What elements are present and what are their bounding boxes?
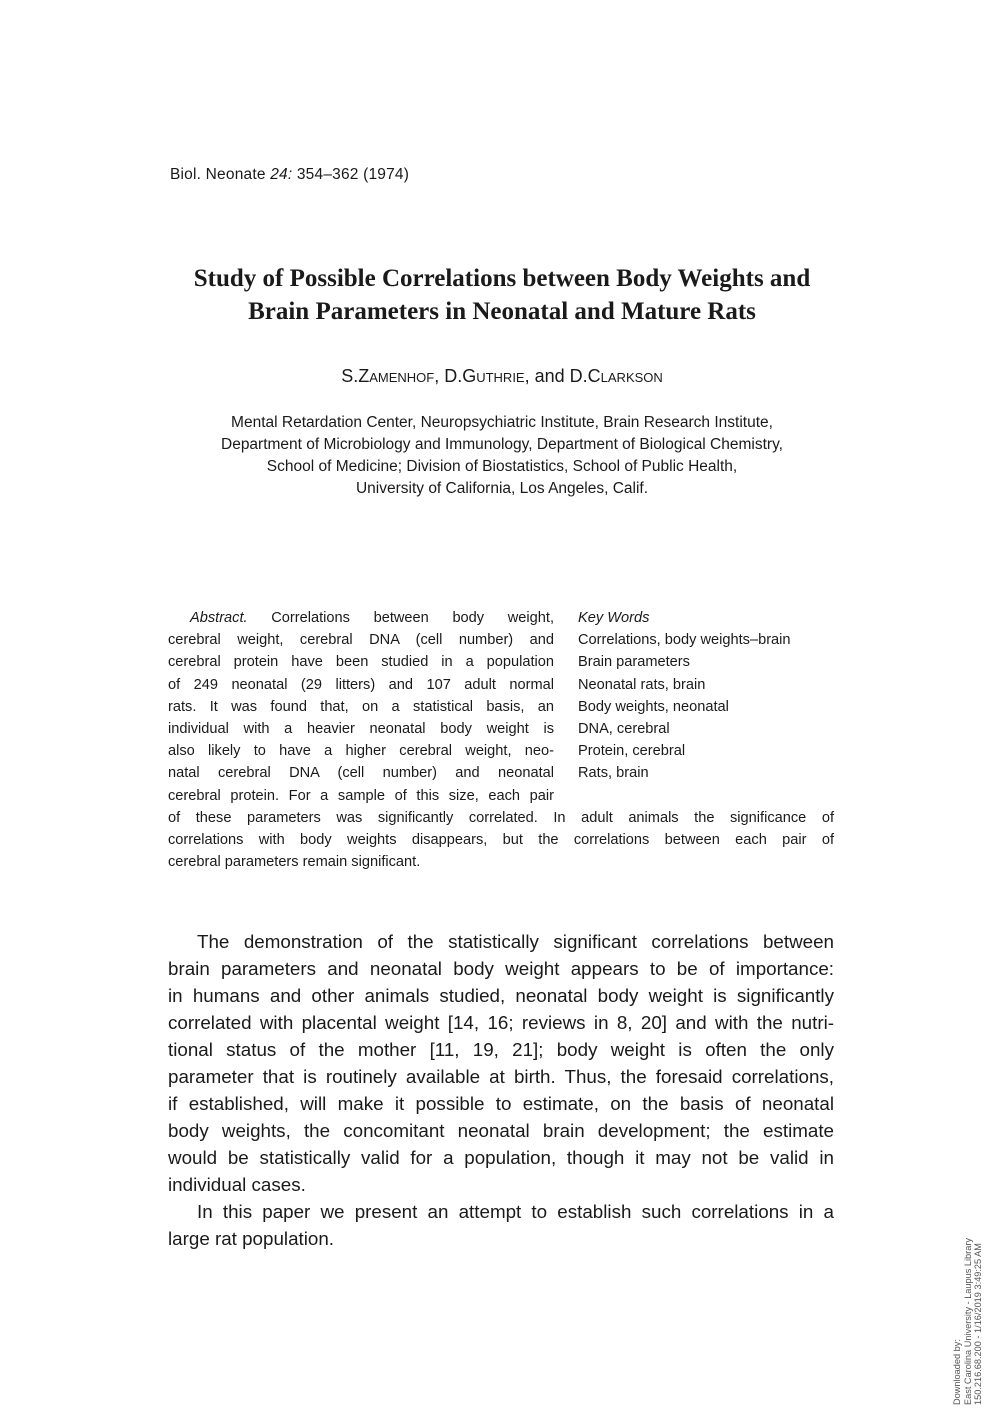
paragraph-1 — [168, 928, 834, 1198]
body-line: body weights, the concomitant neonatal brain development; the estimate — [168, 1120, 834, 1141]
author-1-surname: Zamenhof — [358, 366, 435, 386]
body-line: large rat population. — [168, 1228, 335, 1249]
affiliation-line-3: School of Medicine; Division of Biostatistics, School of Public Health, — [266, 458, 738, 475]
abstract-line: individual with a heavier neonatal body weight is — [168, 721, 554, 738]
paper-title — [150, 262, 854, 328]
author-2-surname: Guthrie — [462, 366, 525, 386]
key-words-heading: Key Words — [578, 610, 650, 626]
watermark-line-1: Downloaded by: — [952, 1339, 962, 1405]
body-line: The demonstration of the statistically significant correlations between — [197, 931, 834, 952]
body-line: in humans and other animals studied, neonatal body weight is significantly — [168, 985, 834, 1006]
abstract-line: correlations with body weights disappears, but the correlations between each pair of — [168, 832, 834, 849]
affiliation-line-1: Mental Retardation Center, Neuropsychiatric Institute, Brain Research Institute, — [231, 414, 773, 431]
affiliation-line-4: University of California, Los Angeles, Calif. — [355, 480, 649, 497]
body-line: In this paper we present an attempt to establish such correlations in a — [197, 1201, 834, 1222]
abstract-section — [168, 607, 834, 873]
journal-name: Biol. Neonate — [170, 166, 266, 183]
abstract-line: cerebral parameters remain significant. — [168, 854, 421, 871]
abstract-line: of 249 neonatal (29 litters) and 107 adult normal — [168, 676, 554, 693]
abstract-line: natal cerebral DNA (cell number) and neonatal — [168, 765, 554, 782]
journal-citation — [170, 166, 409, 184]
watermark-line-3: 150.216.68.200 - 1/16/2019 3:49:25 AM — [973, 1243, 983, 1405]
key-words — [578, 607, 834, 807]
body-line: correlated with placental weight [14, 16; reviews in 8, 20] and with the nutri- — [168, 1012, 834, 1033]
body-line: if established, will make it possible to estimate, on the basis of neonatal — [168, 1093, 834, 1114]
key-word-item: Neonatal rats, brain — [578, 676, 706, 693]
key-word-item: Body weights, neonatal — [578, 698, 729, 715]
abstract-line: cerebral weight, cerebral DNA (cell number) and — [168, 632, 554, 649]
author-separator-2: , and — [524, 366, 570, 386]
watermark-line-2: East Carolina University - Laupus Library — [962, 1238, 973, 1405]
body-line: individual cases. — [168, 1174, 306, 1195]
key-word-item: Correlations, body weights–brain — [578, 632, 791, 649]
paragraph-2 — [168, 1198, 834, 1252]
body-line: tional status of the mother [11, 19, 21]; body weight is often the only — [168, 1039, 834, 1060]
body-line: parameter that is routinely available at birth. Thus, the foresaid correlations, — [168, 1066, 834, 1087]
author-separator-1: , — [434, 366, 445, 386]
affiliation — [150, 412, 854, 500]
abstract-text — [168, 607, 554, 807]
key-word-item: DNA, cerebral — [578, 721, 670, 738]
abstract-label: Abstract. — [190, 610, 248, 626]
key-word-item: Brain parameters — [578, 654, 690, 671]
author-3-surname: Clarkson — [587, 366, 663, 386]
journal-pages-year: 354–362 (1974) — [296, 166, 410, 183]
body-text — [168, 928, 834, 1252]
abstract-line: of these parameters was significantly correlated. In adult animals the significance of — [168, 809, 834, 826]
body-line: would be statistically valid for a population, though it may not be valid in — [168, 1147, 834, 1168]
key-word-item: Rats, brain — [578, 765, 649, 782]
title-line-1: Study of Possible Correlations between Body Weights and — [193, 265, 811, 292]
key-word-item: Protein, cerebral — [578, 743, 686, 760]
abstract-line: cerebral protein. For a sample of this size, each pair — [168, 787, 554, 804]
title-line-2: Brain Parameters in Neonatal and Mature Rats — [248, 298, 756, 325]
author-2-initial: D. — [444, 366, 463, 386]
affiliation-line-2: Department of Microbiology and Immunology, Department of Biological Chemistry, — [221, 436, 783, 453]
download-watermark — [952, 1238, 984, 1405]
journal-volume: 24: — [270, 166, 293, 183]
abstract-line: cerebral protein have been studied in a population — [168, 654, 554, 671]
abstract-line: also likely to have a higher cerebral weight, neo- — [168, 743, 554, 760]
author-3-initial: D. — [569, 366, 588, 386]
author-1-initial: S. — [341, 366, 359, 386]
author-list — [150, 366, 854, 387]
body-line: brain parameters and neonatal body weight appears to be of importance: — [168, 958, 834, 979]
abstract-line: rats. It was found that, on a statistical basis, an — [168, 698, 554, 715]
abstract-line: Correlations between body weight, — [271, 610, 554, 626]
